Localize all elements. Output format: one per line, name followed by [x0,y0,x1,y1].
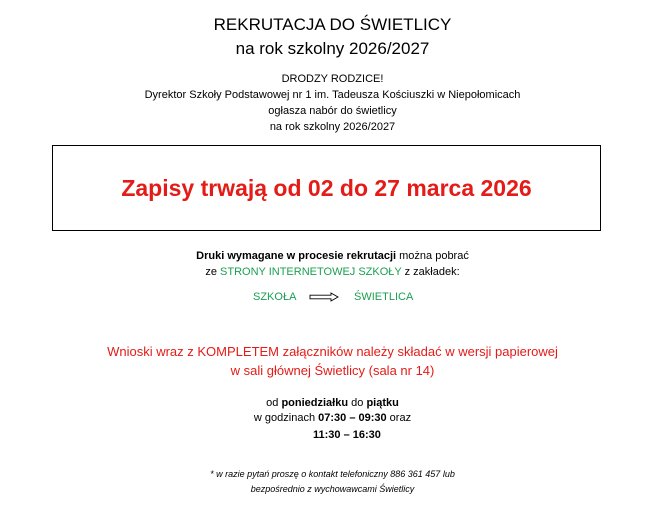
title-line-1: REKRUTACJA DO ŚWIETLICY [213,15,452,34]
tab-szkola[interactable]: SZKOŁA [253,291,297,303]
hours-from-day: poniedziałku [281,397,349,409]
intro-line-2: ogłasza nabór do świetlicy [268,105,397,117]
intro-line-1: Dyrektor Szkoły Podstawowej nr 1 im. Tadeusza Kościuszki w Niepołomicach [144,89,521,101]
footnote-line-2: bezpośrednio z wychowawcami Świetlicy [250,484,415,494]
tab-swietlica[interactable]: ŚWIETLICA [354,291,414,303]
forms-line2-prefix: ze [205,266,221,278]
intro-line-3: na rok szkolny 2026/2027 [269,121,396,133]
hours-time-1: 07:30 – 09:30 [318,412,387,424]
hours-to-day: piątku [366,397,399,409]
hours-times [0,410,665,426]
school-website-link[interactable]: STRONY INTERNETOWEJ SZKOŁY [220,266,402,278]
forms-line2-suffix: z zakładek: [401,266,460,278]
hours-time-2: 11:30 – 16:30 [313,429,381,441]
hours-time-prefix: w godzinach [253,412,319,424]
forms-rest-text: można pobrać [396,250,469,262]
hours-days [0,395,665,411]
forms-line-2 [0,264,665,280]
hours-prefix: od [266,397,282,409]
footnote-line-1: * w razie pytań proszę o kontakt telefoniczny 886 361 457 lub [210,469,455,479]
arrow-right-icon [309,292,339,302]
forms-line-1 [0,248,665,264]
submission-line-1: Wnioski wraz z KOMPLETEM załączników należy składać w wersji papierowej [107,344,558,359]
greeting: DRODZY RODZICE! [281,73,384,85]
banner-box [52,145,601,231]
banner-text: Zapisy trwają od 02 do 27 marca 2026 [121,174,532,201]
title-line-2: na rok szkolny 2026/2027 [235,39,430,58]
hours-time-suffix: oraz [386,412,412,424]
forms-bold-text: Druki wymagane w procesie rekrutacji [196,250,397,262]
hours-middle: do [348,397,367,409]
submission-line-2: w sali głównej Świetlicy (sala nr 14) [230,363,435,378]
